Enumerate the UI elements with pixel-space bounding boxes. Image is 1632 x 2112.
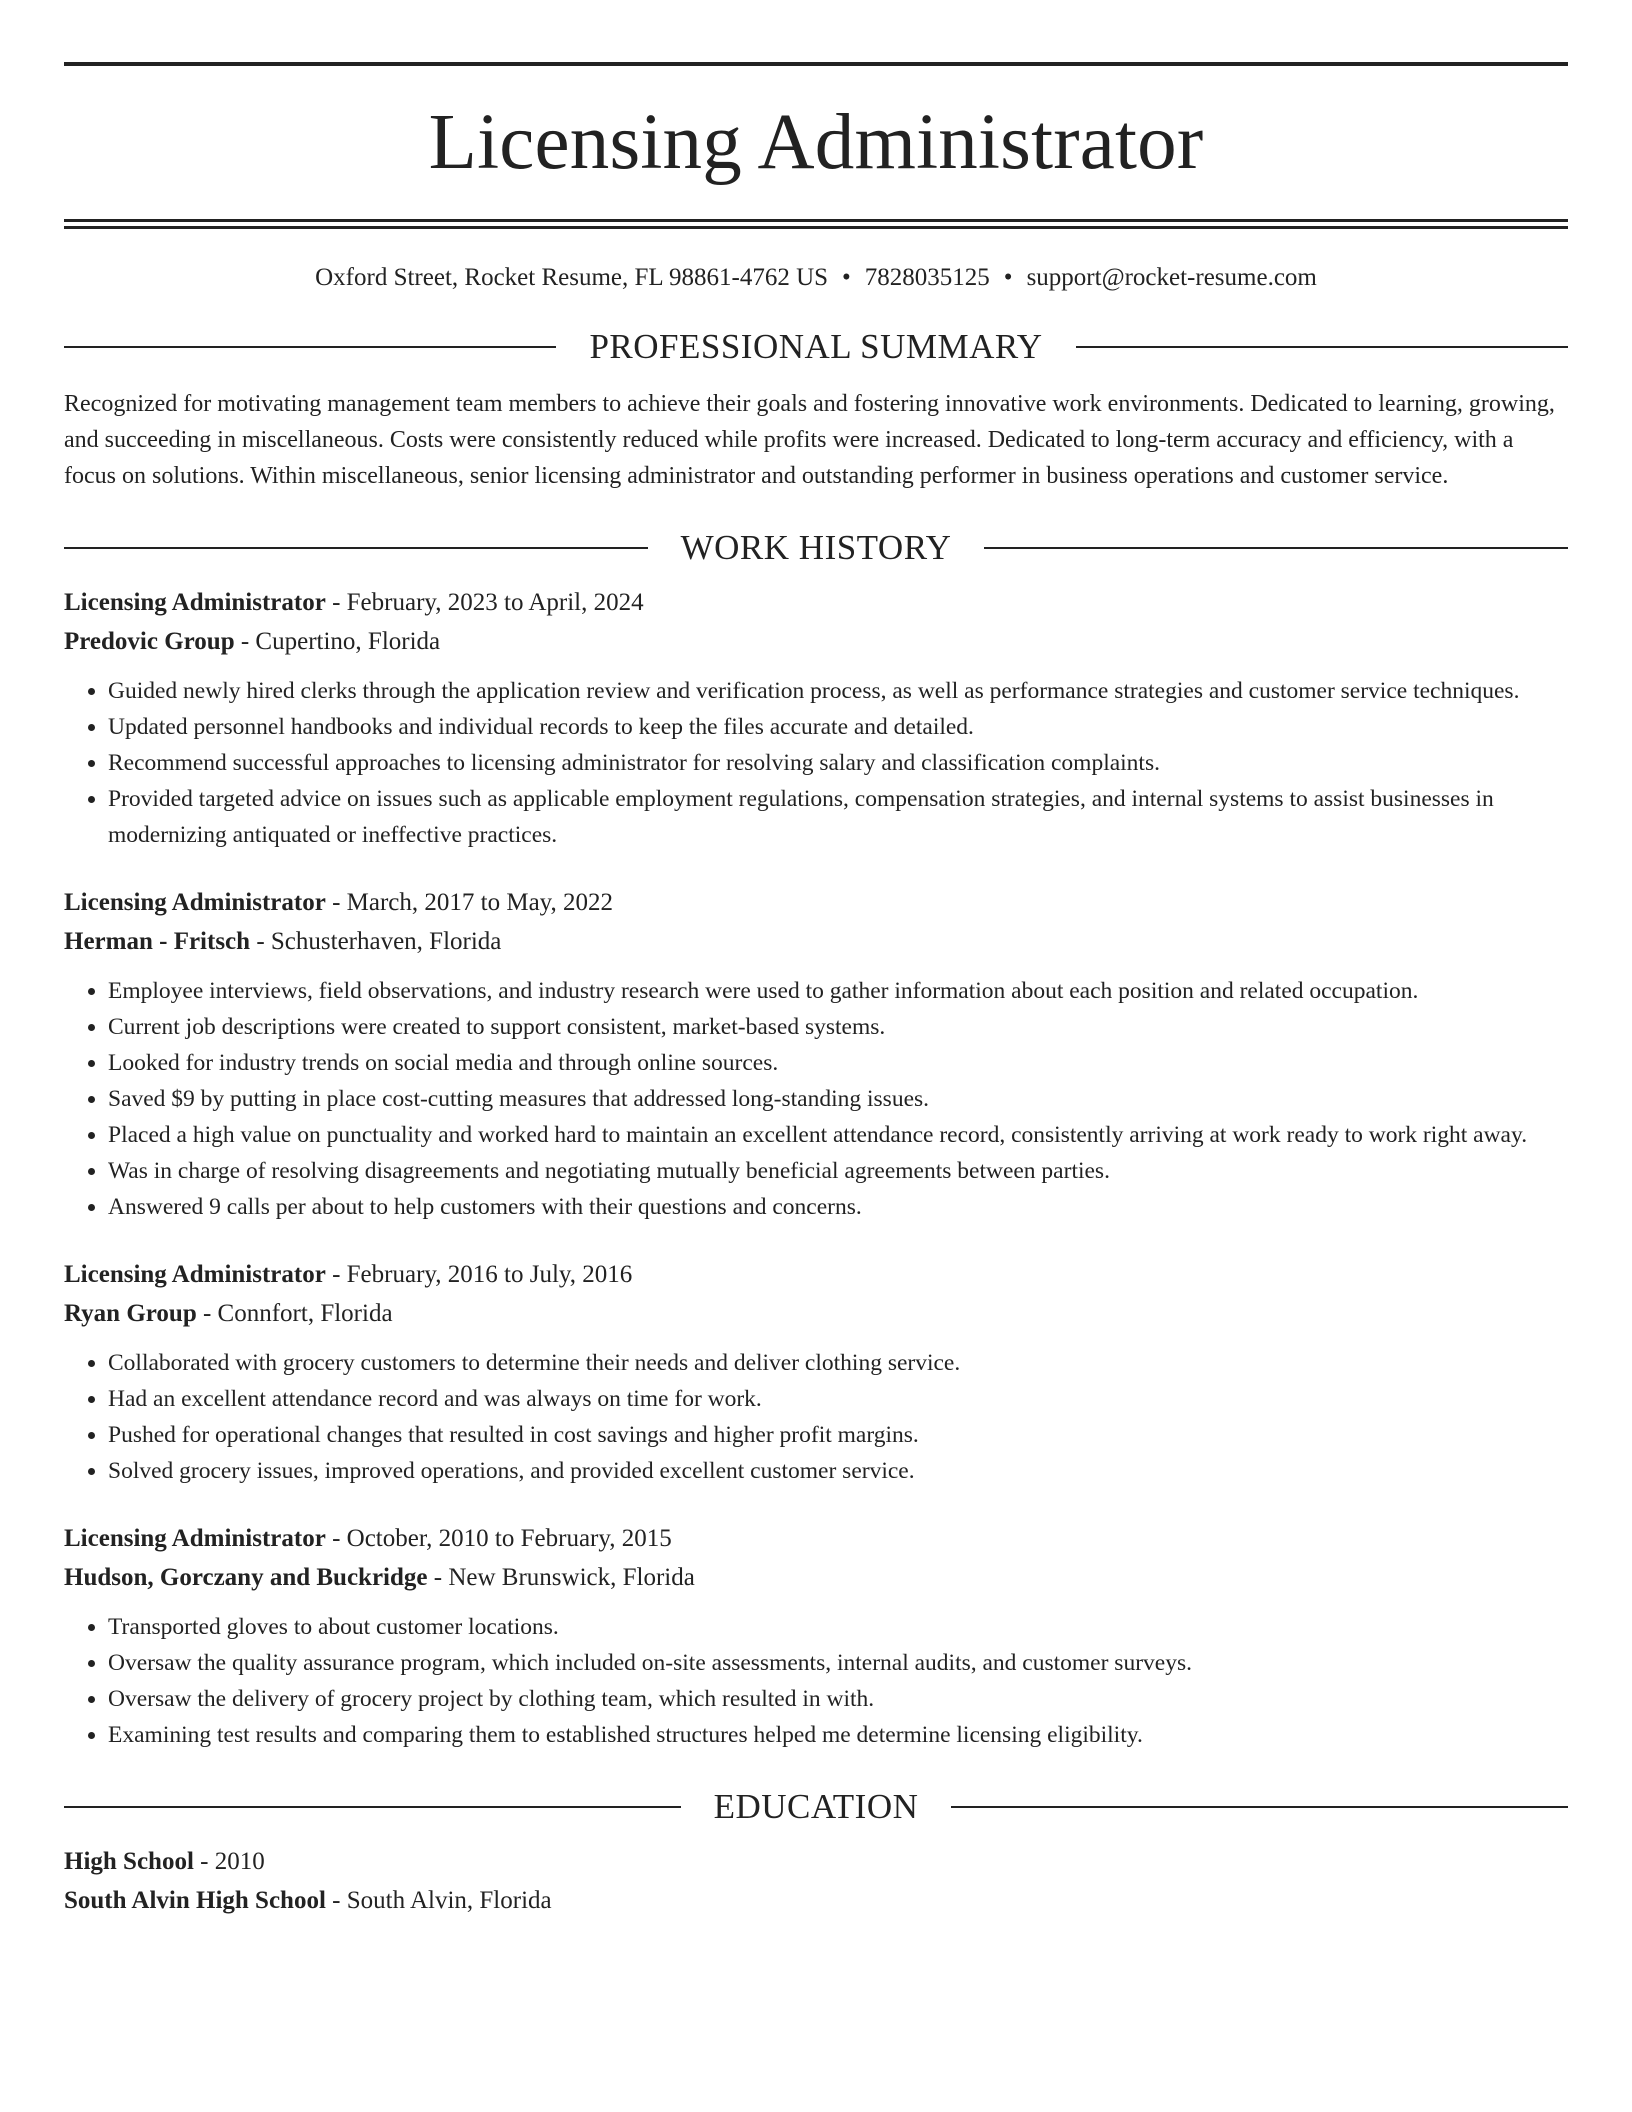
education-degree-line: [64, 1842, 1568, 1881]
job-entry: [64, 1519, 1568, 1753]
job-company-line: [64, 622, 1568, 661]
job-bullet-list: [64, 973, 1568, 1225]
section-title: PROFESSIONAL SUMMARY: [589, 327, 1043, 366]
job-title-line: [64, 883, 1568, 922]
job-bullet: • Collaborated with grocery customers to determine their needs and deliver clothing service.: [108, 1345, 1568, 1381]
education-school-line: [64, 1881, 1568, 1920]
job-bullet: • Oversaw the delivery of grocery project by clothing team, which resulted in with.: [108, 1681, 1568, 1717]
job-bullet: • Employee interviews, field observations, and industry research were used to gather information about each position and related occupation.: [108, 973, 1568, 1009]
section-title: WORK HISTORY: [680, 528, 952, 567]
job-dates: - March, 2017 to May, 2022: [325, 889, 614, 916]
education-school: South Alvin High School: [64, 1887, 326, 1914]
job-bullet-list: [64, 1609, 1568, 1753]
contact-line: [64, 263, 1568, 293]
job-bullet: • Current job descriptions were created to support consistent, market-based systems.: [108, 1009, 1568, 1045]
contact-email: support@rocket-resume.com: [1026, 264, 1317, 291]
education-year: - 2010: [193, 1848, 265, 1875]
job-bullet: • Pushed for operational changes that resulted in cost savings and higher profit margins.: [108, 1417, 1568, 1453]
job-dates: - February, 2016 to July, 2016: [325, 1261, 633, 1288]
education-degree: High School: [64, 1848, 194, 1875]
job-title-line: [64, 583, 1568, 622]
job-bullet: • Provided targeted advice on issues such as applicable employment regulations, compensation strategies, and internal systems to assist businesses in modernizing antiquated or ineffective practices.: [108, 781, 1568, 853]
job-bullet-list: [64, 1345, 1568, 1489]
contact-separator: •: [842, 264, 851, 291]
job-entry: [64, 883, 1568, 1225]
job-company-line: [64, 1558, 1568, 1597]
job-bullet: • Transported gloves to about customer locations.: [108, 1609, 1568, 1645]
job-bullet: • Solved grocery issues, improved operations, and provided excellent customer service.: [108, 1453, 1568, 1489]
job-bullet: • Updated personnel handbooks and individual records to keep the files accurate and detailed.: [108, 709, 1568, 745]
job-bullet: • Examining test results and comparing them to established structures helped me determine licensing eligibility.: [108, 1717, 1568, 1753]
job-dates: - February, 2023 to April, 2024: [325, 589, 644, 616]
job-location: - Cupertino, Florida: [234, 628, 441, 655]
header-double-rule: [64, 219, 1568, 229]
header-top-rule: [64, 62, 1568, 66]
job-company: Predovic Group: [64, 628, 235, 655]
section-heading-education: [64, 1789, 1568, 1824]
heading-rule-left: [64, 547, 648, 549]
section-heading-summary: [64, 329, 1568, 364]
heading-rule-left: [64, 1806, 681, 1808]
heading-rule-right: [1076, 346, 1568, 348]
job-entry: [64, 1255, 1568, 1489]
job-bullet: • Saved $9 by putting in place cost-cutting measures that addressed long-standing issues.: [108, 1081, 1568, 1117]
job-title-line: [64, 1255, 1568, 1294]
job-company: Ryan Group: [64, 1300, 197, 1327]
work-history-list: [64, 583, 1568, 1753]
job-company-line: [64, 1294, 1568, 1333]
section-heading-work: [64, 530, 1568, 565]
heading-rule-right: [951, 1806, 1568, 1808]
education-entry: [64, 1842, 1568, 1920]
job-title: Licensing Administrator: [64, 889, 326, 916]
job-bullet: • Answered 9 calls per about to help customers with their questions and concerns.: [108, 1189, 1568, 1225]
education-location: - South Alvin, Florida: [325, 1887, 552, 1914]
job-location: - Schusterhaven, Florida: [250, 928, 502, 955]
job-location: - New Brunswick, Florida: [427, 1564, 695, 1591]
job-bullet: • Had an excellent attendance record and was always on time for work.: [108, 1381, 1568, 1417]
contact-address: Oxford Street, Rocket Resume, FL 98861-4762 US: [315, 264, 829, 291]
job-bullet: • Oversaw the quality assurance program, which included on-site assessments, internal audits, and customer surveys.: [108, 1645, 1568, 1681]
job-title: Licensing Administrator: [64, 1261, 326, 1288]
job-title: Licensing Administrator: [64, 589, 326, 616]
job-bullet-list: [64, 673, 1568, 853]
job-bullet: • Placed a high value on punctuality and worked hard to maintain an excellent attendance record, consistently arriving at work ready to work right away.: [108, 1117, 1568, 1153]
job-bullet: • Recommend successful approaches to licensing administrator for resolving salary and classification complaints.: [108, 745, 1568, 781]
job-title-line: [64, 1519, 1568, 1558]
job-company: Hudson, Gorczany and Buckridge: [64, 1564, 428, 1591]
job-bullet: • Looked for industry trends on social media and through online sources.: [108, 1045, 1568, 1081]
heading-rule-left: [64, 346, 556, 348]
job-bullet: • Was in charge of resolving disagreements and negotiating mutually beneficial agreements between parties.: [108, 1153, 1568, 1189]
resume-name-title: Licensing Administrator: [428, 99, 1204, 186]
job-dates: - October, 2010 to February, 2015: [325, 1525, 672, 1552]
job-location: - Connfort, Florida: [196, 1300, 393, 1327]
job-entry: [64, 583, 1568, 853]
job-bullet: • Guided newly hired clerks through the application review and verification process, as well as performance strategies and customer service techniques.: [108, 673, 1568, 709]
contact-separator: •: [1003, 264, 1013, 291]
job-company-line: [64, 922, 1568, 961]
heading-rule-right: [984, 547, 1568, 549]
contact-phone: 7828035125: [864, 264, 990, 291]
summary-text: Recognized for motivating management team members to achieve their goals and fostering innovative work environments. Dedicated to learning, growing, and succeeding in miscellaneous. Costs were consistently reduced while profits were increased. Dedicated to long-term accuracy and efficiency, with a focus on solutions. Within miscellaneous, senior licensing administrator and outstanding performer in business operations and customer service.: [64, 391, 1555, 489]
job-title: Licensing Administrator: [64, 1525, 326, 1552]
job-company: Herman - Fritsch: [64, 928, 251, 955]
section-title: EDUCATION: [713, 1787, 919, 1826]
